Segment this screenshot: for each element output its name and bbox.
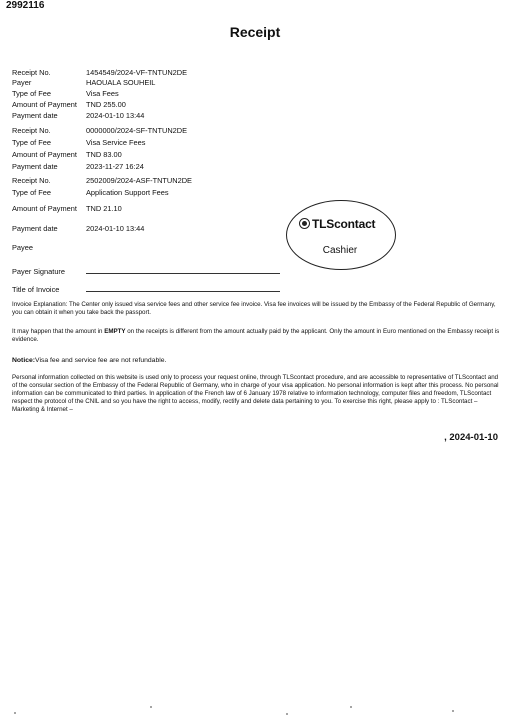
signature-date: , 2024-01-10 [444,432,498,443]
row-value: TND 83.00 [86,150,122,159]
scan-speck [452,710,454,712]
row-label: Title of Invoice [12,285,60,294]
row-label: Payee [12,243,33,252]
row-value: 2502009/2024-ASF-TNTUN2DE [86,176,192,185]
row-label: Payer [12,78,32,87]
empty-note-bold: EMPTY [104,328,126,335]
row-receipt-no-2 [12,126,187,135]
row-payer-signature [12,267,86,276]
row-label: Amount of Payment [12,204,77,213]
row-type-of-fee-1 [12,89,119,98]
privacy-statement: Personal information collected on this website is used only to process your request online, through TLScontact procedure, and are accessible to representative of TLScontact and of the consular section of the Embassy of the Federal Republic of Germany, who in charge of your visa application. No personal information is kept after this process. No personal information can be communicated to third parties. In application of the French law of 6 January 1978 relative to information technology, computer files and freedom, TLScontact respect the protocol of the CNIL and so you have the right to access, modify, rectify and delete data pertaining to you. To exercise this right, please apply to : TLScontact – Marketing & Internet – [12,374,499,413]
row-amount-1 [12,100,126,109]
page-title: Receipt [229,24,281,40]
invoice-explanation: Invoice Explanation: The Center only issued visa service fees and other service fee invoice. Visa fee invoices will be issued by the Embassy of the Federal Republic of Germany, you can obtain it when you take back the passport. [12,301,496,316]
notice-label: Notice: [12,357,36,364]
row-label: Type of Fee [12,89,52,98]
row-value: Application Support Fees [86,188,169,197]
document-id: 2992116 [6,0,45,11]
row-value: 2024-01-10 13:44 [86,111,145,120]
row-title-of-invoice [12,285,86,294]
scan-speck [14,712,16,714]
scan-speck [350,706,352,708]
row-amount-3 [12,204,122,213]
refund-notice [12,357,166,364]
row-payer [12,78,155,87]
row-payment-date-2 [12,162,144,171]
row-value: 2023-11-27 16:24 [86,162,144,171]
row-label: Receipt No. [12,126,51,135]
row-payment-date-1 [12,111,144,120]
notice-text: Visa fee and service fee are not refundable. [35,357,167,364]
row-amount-2 [12,150,122,159]
row-label: Type of Fee [12,188,52,197]
row-label: Amount of Payment [12,150,77,159]
cashier-stamp [286,200,396,270]
row-value: TND 255.00 [86,100,126,109]
empty-note-after: on the receipts is different from the amount actually paid by the applicant. Only the amount in Euro mentioned on the Embassy receipt is evidence. [12,328,500,343]
row-type-of-fee-3 [12,188,169,197]
row-label: Receipt No. [12,68,51,77]
row-value: TND 21.10 [86,204,122,213]
globe-icon [299,218,310,229]
row-value: HAOUALA SOUHEIL [86,78,156,87]
row-value: Visa Service Fees [86,138,146,147]
empty-amount-note [12,328,500,344]
row-receipt-no-3 [12,176,192,185]
row-label: Receipt No. [12,176,51,185]
scan-speck [286,713,288,715]
row-type-of-fee-2 [12,138,145,147]
title-of-invoice-line [86,291,280,292]
row-label: Payment date [12,224,58,233]
row-label: Amount of Payment [12,100,77,109]
row-receipt-no-1 [12,68,187,77]
row-payee [12,243,86,252]
stamp-brand-text: TLScontact [312,217,376,231]
row-label: Payer Signature [12,267,65,276]
stamp-brand [299,217,375,231]
empty-note-before: It may happen that the amount in [12,328,105,335]
row-value: 0000000/2024-SF-TNTUN2DE [86,126,188,135]
row-label: Type of Fee [12,138,52,147]
row-value: Visa Fees [86,89,119,98]
payer-signature-line [86,273,280,274]
row-label: Payment date [12,162,58,171]
row-value: 1454549/2024-VF-TNTUN2DE [86,68,188,77]
row-value: 2024-01-10 13:44 [86,224,145,233]
row-label: Payment date [12,111,58,120]
scan-speck [150,706,152,708]
stamp-role: Cashier [322,245,358,256]
row-payment-date-3 [12,224,144,233]
